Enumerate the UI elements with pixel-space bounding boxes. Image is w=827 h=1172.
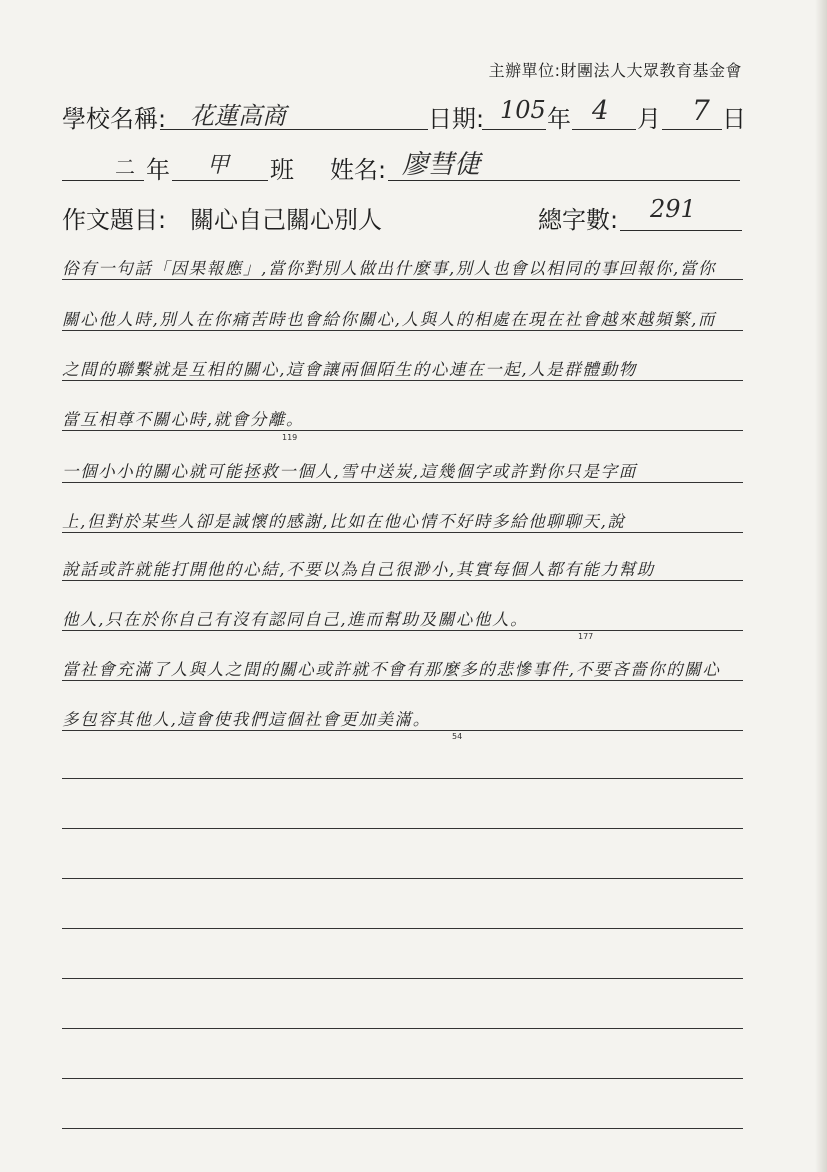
sponsor-label: 主辦單位:財團法人大眾教育基金會 bbox=[488, 61, 742, 80]
essay-line-8: 他人,只在於你自己有沒有認同自己,進而幫助及關心他人。 bbox=[62, 610, 529, 629]
count-mark: 177 bbox=[578, 632, 594, 641]
ruled-line bbox=[62, 1128, 743, 1129]
ruled-line bbox=[62, 580, 743, 581]
date-label: 日期: bbox=[428, 105, 485, 133]
essay-line-7: 說話或許就能打開他的心結,不要以為自己很渺小,其實每個人都有能力幫助 bbox=[62, 560, 655, 579]
name-label: 姓名: bbox=[330, 156, 387, 184]
scan-edge-shadow bbox=[815, 0, 827, 1172]
class-unit: 班 bbox=[270, 156, 294, 184]
month-underline bbox=[572, 129, 636, 130]
ruled-line bbox=[62, 1078, 743, 1079]
school-value[interactable]: 花蓮高商 bbox=[190, 102, 286, 130]
ruled-line bbox=[62, 928, 743, 929]
school-label: 學校名稱: bbox=[62, 105, 167, 133]
class-value[interactable]: 甲 bbox=[207, 153, 230, 178]
wordcount-underline bbox=[620, 230, 742, 231]
ruled-line bbox=[62, 730, 743, 731]
class-underline bbox=[172, 180, 268, 181]
ruled-line bbox=[62, 630, 743, 631]
ruled-line bbox=[62, 330, 743, 331]
year-value[interactable]: 105 bbox=[500, 96, 546, 124]
ruled-line bbox=[62, 430, 743, 431]
day-underline bbox=[662, 129, 722, 130]
essay-line-10: 多包容其他人,這會使我們這個社會更加美滿。 bbox=[62, 710, 431, 729]
essay-line-1: 俗有一句話「因果報應」,當你對別人做出什麼事,別人也會以相同的事回報你,當你 bbox=[62, 259, 717, 278]
day-value[interactable]: 7 bbox=[692, 94, 710, 127]
ruled-line bbox=[62, 380, 743, 381]
topic-value: 關心自己關心別人 bbox=[190, 206, 382, 234]
essay-line-3: 之間的聯繫就是互相的關心,這會讓兩個陌生的心連在一起,人是群體動物 bbox=[62, 360, 637, 379]
essay-line-9: 當社會充滿了人與人之間的關心或許就不會有那麼多的悲慘事件,不要吝嗇你的關心 bbox=[62, 660, 721, 679]
month-value[interactable]: 4 bbox=[592, 96, 609, 126]
grade-value[interactable]: 二 bbox=[115, 155, 135, 179]
ruled-line bbox=[62, 878, 743, 879]
essay-line-6: 上,但對於某些人卻是誠懷的感謝,比如在他心情不好時多給他聊聊天,說 bbox=[62, 512, 626, 531]
year-underline bbox=[482, 129, 546, 130]
essay-line-2: 關心他人時,別人在你痛苦時也會給你關心,人與人的相處在現在社會越來越頻繁,而 bbox=[62, 310, 717, 329]
ruled-line bbox=[62, 778, 743, 779]
essay-line-4: 當互相尊不關心時,就會分離。 bbox=[62, 410, 305, 429]
wordcount-label: 總字數: bbox=[538, 206, 619, 234]
grade-unit: 年 bbox=[146, 156, 170, 184]
ruled-line bbox=[62, 279, 743, 280]
ruled-line bbox=[62, 482, 743, 483]
year-unit: 年 bbox=[547, 105, 571, 133]
count-mark: 54 bbox=[452, 732, 463, 741]
essay-line-5: 一個小小的關心就可能拯救一個人,雪中送炭,這幾個字或許對你只是字面 bbox=[62, 462, 637, 481]
month-unit: 月 bbox=[637, 105, 661, 133]
name-value[interactable]: 廖彗倢 bbox=[402, 150, 481, 180]
wordcount-value[interactable]: 291 bbox=[650, 195, 696, 223]
day-unit: 日 bbox=[722, 105, 746, 133]
grade-underline bbox=[62, 180, 144, 181]
count-mark: 119 bbox=[282, 433, 298, 442]
topic-label: 作文題目: bbox=[62, 206, 167, 234]
ruled-line bbox=[62, 532, 743, 533]
ruled-line bbox=[62, 978, 743, 979]
ruled-line bbox=[62, 1028, 743, 1029]
ruled-line bbox=[62, 680, 743, 681]
ruled-line bbox=[62, 828, 743, 829]
